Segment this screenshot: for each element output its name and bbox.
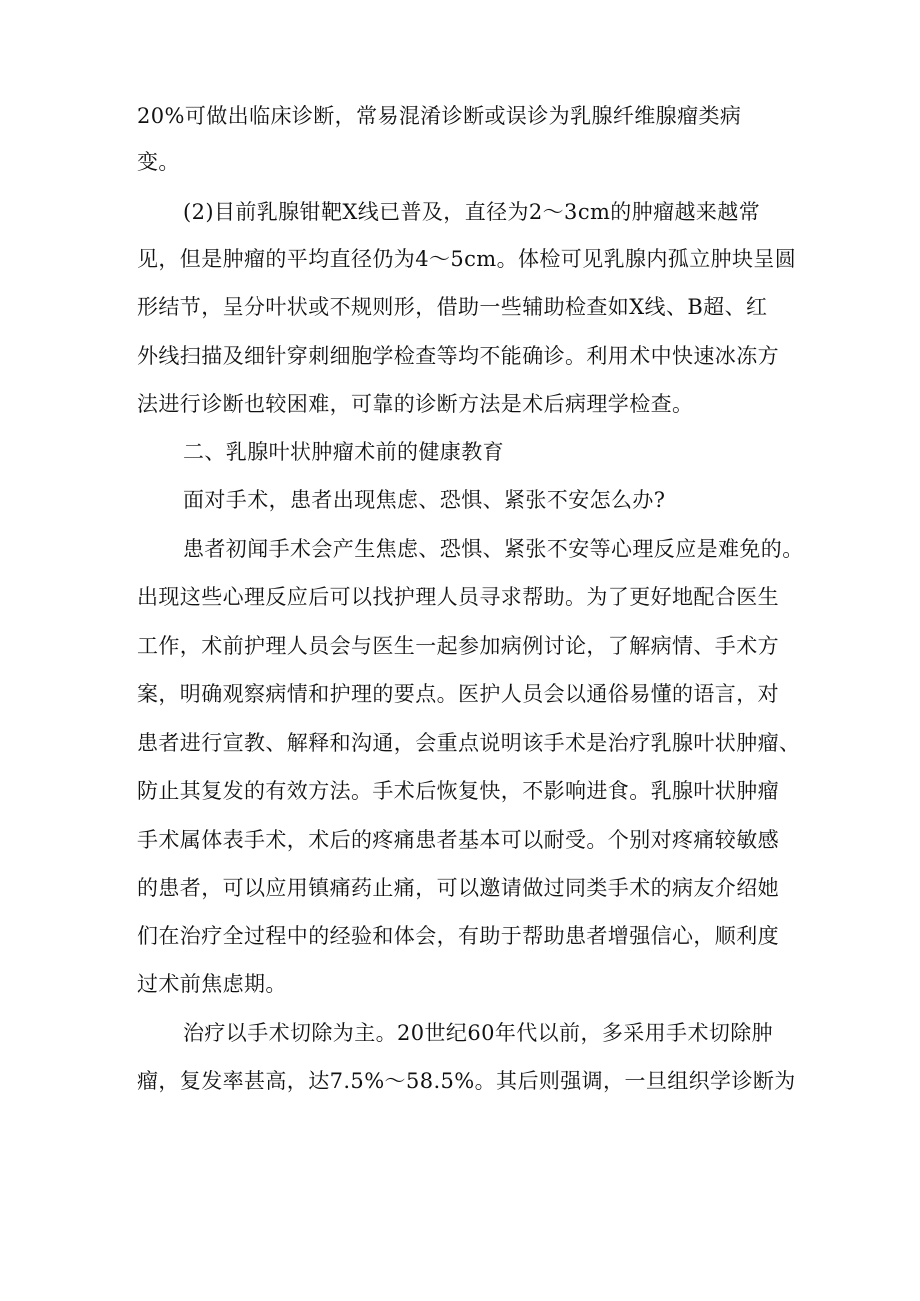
paragraph-line: 外线扫描及细针穿刺细胞学检查等均不能确诊。利用术中快速冰冻方 <box>137 344 779 368</box>
paragraph-line: 案，明确观察病情和护理的要点。医护人员会以通俗易懂的语言，对 <box>137 682 779 706</box>
paragraph-line: 治疗以手术切除为主。20世纪60年代以前，多采用手术切除肿 <box>183 1021 774 1045</box>
paragraph-line: 手术属体表手术，术后的疼痛患者基本可以耐受。个别对疼痛较敏感 <box>137 828 779 852</box>
paragraph-line: (2)目前乳腺钳靶X线已普及，直径为2～3cm的肿瘤越来越常 <box>183 200 761 224</box>
paragraph-line: 20%可做出临床诊断，常易混淆诊断或误诊为乳腺纤维腺瘤类病 <box>137 104 742 128</box>
paragraph-line: 瘤，复发率甚高，达7.5%～58.5%。其后则强调，一旦组织学诊断为 <box>137 1069 796 1093</box>
paragraph-line: 工作，术前护理人员会与医生一起参加病例讨论，了解病情、手术方 <box>137 634 779 658</box>
question-heading: 面对手术，患者出现焦虑、恐惧、紧张不安怎么办? <box>183 488 666 512</box>
paragraph-line: 法进行诊断也较困难，可靠的诊断方法是术后病理学检查。 <box>137 392 694 416</box>
paragraph-line: 见，但是肿瘤的平均直径仍为4～5cm。体检可见乳腺内孤立肿块呈圆 <box>137 247 797 271</box>
paragraph-line: 变。 <box>137 150 180 174</box>
paragraph-line: 形结节，呈分叶状或不规则形，借助一些辅助检查如X线、B超、红 <box>137 295 768 319</box>
paragraph-line: 的患者，可以应用镇痛药止痛，可以邀请做过同类手术的病友介绍她 <box>137 876 779 900</box>
paragraph-line: 防止其复发的有效方法。手术后恢复快，不影响进食。乳腺叶状肿瘤 <box>137 779 779 803</box>
paragraph-line: 出现这些心理反应后可以找护理人员寻求帮助。为了更好地配合医生 <box>137 585 779 609</box>
paragraph-line: 过术前焦虑期。 <box>137 972 287 996</box>
section-heading: 二、乳腺叶状肿瘤术前的健康教育 <box>183 440 504 464</box>
paragraph-line: 们在治疗全过程中的经验和体会，有助于帮助患者增强信心，顺利度 <box>137 924 779 948</box>
paragraph-line: 患者进行宣教、解释和沟通，会重点说明该手术是治疗乳腺叶状肿瘤、 <box>137 731 801 755</box>
paragraph-line: 患者初闻手术会产生焦虑、恐惧、紧张不安等心理反应是难免的。 <box>183 537 804 561</box>
